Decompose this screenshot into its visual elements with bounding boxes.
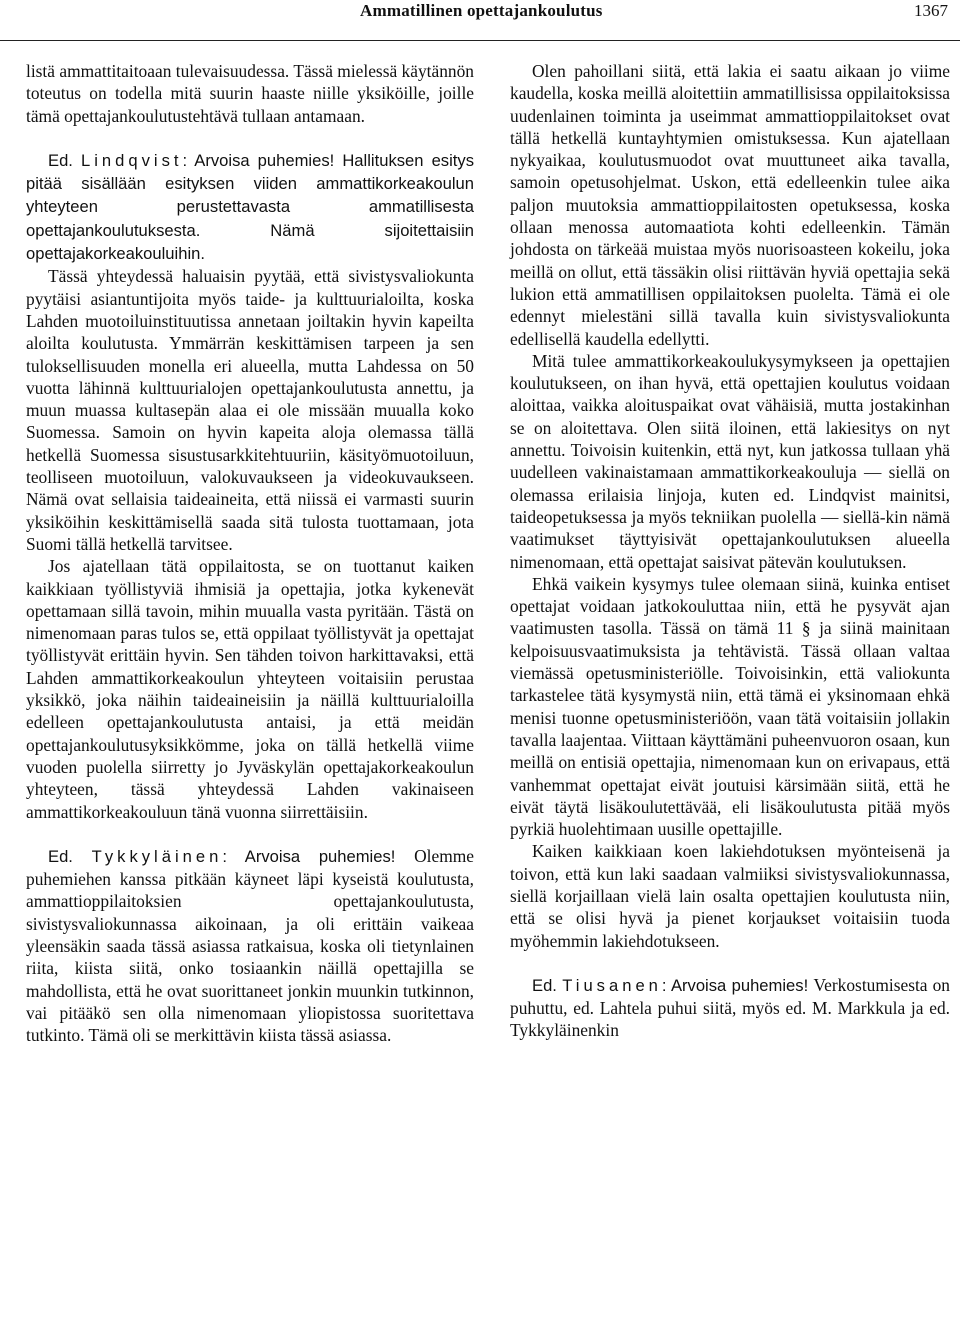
speech-paragraph: Ed. Lindqvist: Arvoisa puhemies! Hallituksen esitys pitää sisällään esityksen viiden ammattikorkeakoulun yhteyteen perustettavasta ammatillisesta opettajankoulutuksesta. Nämä sijoitettaisiin opettajakorkeakouluihin. xyxy=(26,150,474,264)
paragraph: listä ammattitaitoaan tulevaisuudessa. Tässä mielessä käytännön toteutus on todella mitä suurin haaste niille yksiköille, joille tämä opettajankoulutustehtävä tullaan antamaan. xyxy=(26,61,474,126)
speech-paragraph: Ed. Tiusanen: Arvoisa puhemies! Verkostumisesta on puhuttu, ed. Lahtela puhui siitä, myös ed. M. Markkula ja ed. Tykkyläinenkin xyxy=(510,974,950,1041)
running-title: Ammatillinen opettajankoulutus xyxy=(360,1,603,20)
speaker-name: Tykkyläinen xyxy=(91,846,223,866)
speaker-name: Lindqvist xyxy=(81,150,183,170)
paragraph: Olen pahoillani siitä, että lakia ei saatu aikaan jo viime kaudella, koska meillä aloitettiin ammatillisissa oppilaitoksissa uudenlainen toiminta ja useimmat ammattioppilaitokset ovat tällä hetkellä kuntayhtymien omistuksessa. Kun ajatellaan nykyaikaa, koulutusmuodot ovat muuttuneet aika tavalla, samoin opetusohjelmat. Uskon, että edelleenkin tulee aika paljon muutoksia ammattioppilaitosten opetuksessa, koska ollaan menossa automaatiota kohti edelleenkin. Tämän johdosta on tärkeää muistaa myös nuorisoasteen kokeilu, joka meillä on ollut, että tässäkin olisi riittävän hyviä opettajia sekä lukion että ammatillisen oppilaitoksen puolelta. Tämä ei ole edennyt mielestäni sillä tavalla kuin sivistysvaliokunta edellisellä kaudella edellytti. xyxy=(510,61,950,349)
page-number: 1367 xyxy=(914,1,948,20)
page-header xyxy=(0,0,960,41)
paragraph: Ehkä vaikein kysymys tulee olemaan siinä, kuinka entiset opettajat voidaan jatkokouluttaa niin, että he pysyvät ajan vaatimusten tasolla. Tässä on tämä 11 § ja siinä mainitaan kelpoisuusvaatimuksista ja tehtävistä. Tässä ollaan valtaa viemässä opetusministeriölle. Toivoisinkin, että valiokunta tarkastelee tätä kysymystä niin, että tämä ei yksinomaan ehkä menisi tuonne opetusministeriöön, vaan tätä voitaisiin jollakin tavalla laajentaa. Viittaan käyttämäni puheenvuoron osaan, kun meillä on entisiä opettajia, nimenomaan kun on erivapaus, että vanhemmat opettajat eivät joutuisi kärsimään siitä, että he eivät täytä lisäkoulutettävää, eli lisäkoulutusta pitää myös pyrkiä huolehtimaan uusille opettajille. xyxy=(510,573,951,840)
speaker-name: Tiusanen xyxy=(562,975,662,995)
paragraph: Jos ajatellaan tätä oppilaitosta, se on tuottanut kaiken kaikkiaan työllistyviä ihmisiä ja opettajia, jotka kykenevät opettamaan sillä tavoin, mihin muualla vasta pyritään. Tästä on nimenomaan paras tulos se, että oppilaat työllistyvät ja opettajat työllistyvät erittäin hyvin. Sen tähden toivon harkittavaksi, että Lahden ammattikorkeakoulun yhteyteen voitaisiin perustaa yksikkö, joka näihin taideaineisiin ja näillä kulttuurialoilla edelleen opettajankoulutusta antaisi, ja että meidän opettajankoulutusyksikkömme, joka on tällä hetkellä viime vuoden puolella siirretty jo Jyväskylän opettajakorkeakoulun yhteyteen, tässä yhteydessä Lahden vakinaiseen ammattikorkeakouluun tänä vuonna siirrettäisiin. xyxy=(26,556,474,822)
speech-paragraph: Ed. Tykkyläinen: Arvoisa puhemies! Olemme puhemiehen kanssa pitkään käyneet läpi kyseistä koulutusta, ammattioppilaitoksien opettajankoulutusta, sivistysvaliokunnassa aikoinaan, ja oli erittäin vaikeaa yleensäkin saada tässä asiassa ratkaisua, koska oli tietynlainen riita, kiista siitä, onko tosiaankin näillä opettajilla se mahdollista, että he ovat suorittaneet jonkin muunkin tutkinnon, vai pitääkö sen olla nimenomaan yliopistossa suoritettava tutkinto. Tämä oli se merkittävin kiista tässä asiassa. xyxy=(26,845,474,1046)
paragraph: Mitä tulee ammattikorkeakoulukysymykseen ja opettajien koulutukseen, on ihan hyvä, että opettajien koulutus voidaan aloittaa, vaikka aloituspaikat ovat vähäisiä, mutta jostakinhan se on aloitettava. Olen siitä iloinen, että lakiesitys on nyt annettu. Toivoisin kuitenkin, että nyt, kun jatkossa tullaan yhä uudelleen vakinaistamaan ammattikorkeakouluja — siellä on olemassa erilaisia linjoja, kuten ed. Lindqvist mainitsi, taideopetuksessa ja myös tekniikan puolella — siellä-kin nämä vaatimukset täyttyisivät opettajankoulutuksen alueella nimenomaan, että opettajat saisivat pätevän koulutuksen. xyxy=(510,350,950,572)
paragraph: Kaiken kaikkiaan koen lakiehdotuksen myönteisenä ja toivon, että kun laki saadaan valmiiksi sivistysvaliokunnassa, siellä korjaillaan vielä lain osalta opettajien koulutusta niin, että se olisi hyvä ja pienet korjaukset voitaisiin tuoda myöhemmin lakiehdotukseen. xyxy=(510,841,950,951)
right-column xyxy=(510,60,950,1042)
paragraph: Tässä yhteydessä haluaisin pyytää, että sivistysvaliokunta pyytäisi asiantuntijoita myös taide- ja kulttuurialoilta, koska Lahden muotoiluinstituutissa annetaan joiltakin hyvin kapeilta aloilta koulutusta. Ymmärrän keskittämisen tarpeen ja sen tuloksellisuuden monella eri alueella, mutta Lahdessa on 50 vuotta lähinnä kulttuurialojen opettajankoulutusta annettu, ja muun muassa kultasepän alaa ei ole missään muualla koko Suomessa. Samoin on hyvin kapeita aloja olemassa tällä hetkellä Suomessa sisustusarkkitehtuuriin, käsityömuotoiluun, teolliseen muotoiluun, valokuvaukseen ja videokuvaukseen. Nämä ovat sellaisia taideaineita, että niissä ei varmasti suurin yksiköihin keskittämisellä saada sitä tulosta tuottamaan, jota Suomi tällä hetkellä tarvitsee. xyxy=(26,266,474,554)
left-column xyxy=(26,60,474,1046)
